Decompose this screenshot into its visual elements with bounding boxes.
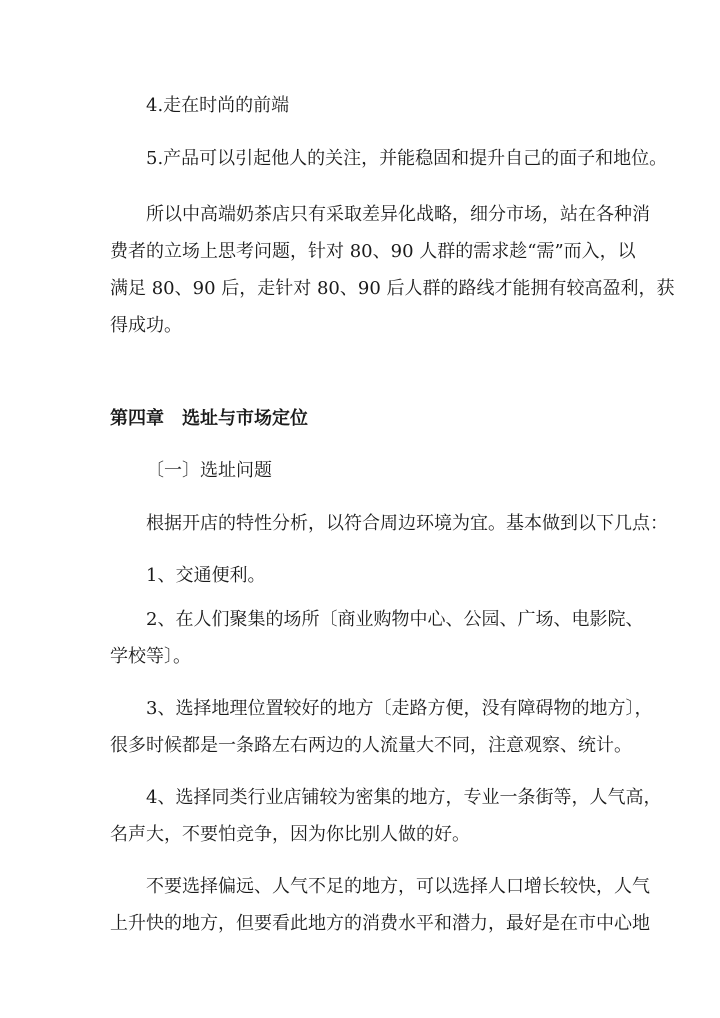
paragraph-line: 所以中高端奶茶店只有采取差异化战略，细分市场，站在各种消 (146, 204, 650, 225)
chapter-heading: 第四章 选址与市场定位 (110, 408, 308, 429)
section-heading: 〔一〕选址问题 (146, 460, 272, 481)
paragraph-line: 不要选择偏远、人气不足的地方，可以选择人口增长较快，人气 (146, 876, 650, 897)
list-item-5: 5.产品可以引起他人的关注，并能稳固和提升自己的面子和地位。 (146, 148, 668, 169)
paragraph-line: 满足 80、90 后，走针对 80、90 后人群的路线才能拥有较高盈利，获 (110, 278, 675, 299)
paragraph-line: 得成功。 (110, 315, 182, 336)
list-item-point-4: 4、选择同类行业店铺较为密集的地方，专业一条街等，人气高， (146, 787, 662, 808)
list-item-point-2-cont: 学校等〕。 (110, 646, 191, 667)
list-item-point-4-cont: 名声大，不要怕竞争，因为你比别人做的好。 (110, 824, 470, 845)
list-item-point-3-cont: 很多时候都是一条路左右两边的人流量大不同，注意观察、统计。 (110, 735, 632, 756)
list-item-point-1: 1、交通便利。 (146, 565, 266, 586)
paragraph-line: 费者的立场上思考问题，针对 80、90 人群的需求趁“需”而入，以 (110, 241, 636, 262)
intro-paragraph: 根据开店的特性分析，以符合周边环境为宜。基本做到以下几点： (146, 513, 668, 534)
list-item-4: 4.走在时尚的前端 (146, 95, 290, 116)
list-item-point-2: 2、在人们聚集的场所〔商业购物中心、公园、广场、电影院、 (146, 609, 644, 630)
paragraph-line: 上升快的地方，但要看此地方的消费水平和潜力，最好是在市中心地 (110, 913, 650, 934)
list-item-point-3: 3、选择地理位置较好的地方〔走路方便，没有障碍物的地方〕， (146, 698, 653, 719)
